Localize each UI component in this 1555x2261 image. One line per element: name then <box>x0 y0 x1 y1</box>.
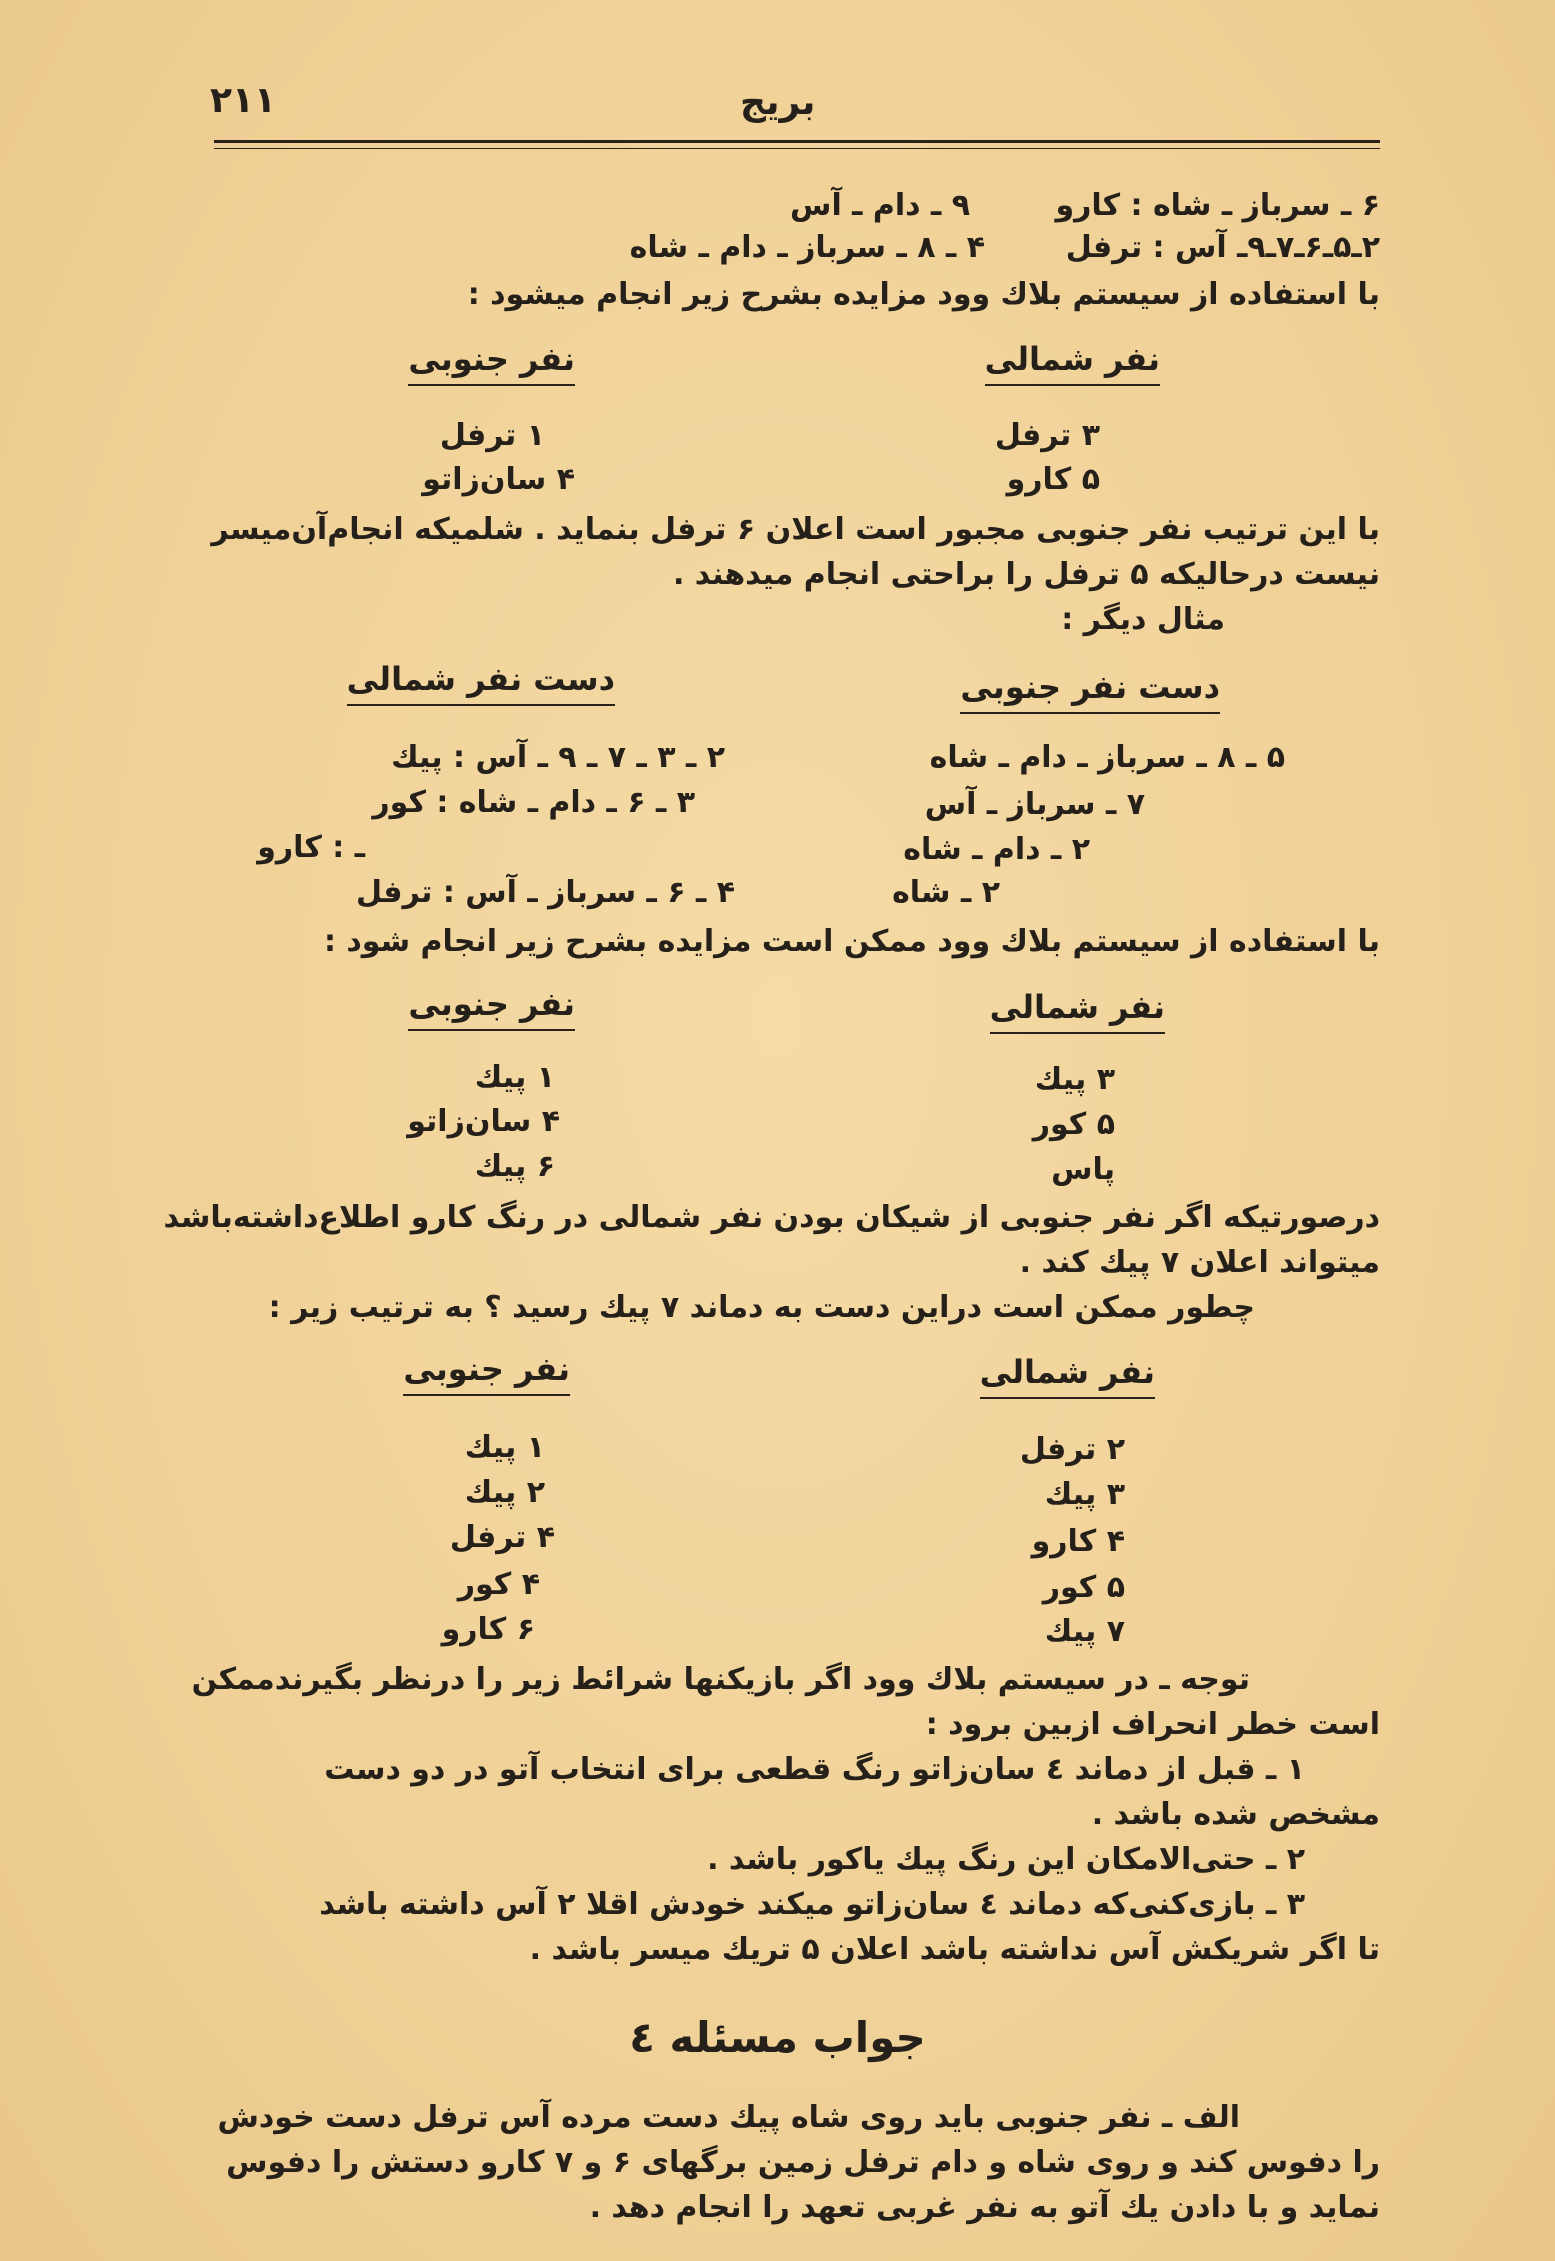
paragraph-line: ۱ ـ قبل از دماند ٤ سان‌زاتو رنگ قطعی برای انتخاب آتو در دو دست <box>324 1752 1305 1787</box>
hand-line: ۷ ـ سرباز ـ آس <box>924 787 1145 822</box>
bid-line: ۲ پیك <box>464 1475 545 1510</box>
bid-line: ۴ کور <box>457 1567 540 1602</box>
paragraph-line: را دفوس کند و روی شاه و دام ترفل زمین برگهای ۶ و ۷ کارو دستش را دفوس <box>226 2145 1380 2180</box>
column-heading: نفر جنوبی <box>408 340 575 386</box>
bid-line: ۱ ترفل <box>439 418 545 453</box>
bid-line: ۴ ترفل <box>449 1520 555 1555</box>
bid-line: ۶ کارو <box>441 1612 535 1647</box>
bid-line: ۴ کارو <box>1031 1524 1125 1559</box>
paragraph-line: با استفاده از سیستم بلاك وود ممکن است مزایده بشرح زیر انجام شود : <box>323 924 1380 959</box>
bid-line: ۳ ترفل <box>994 418 1100 453</box>
column-heading: دست نفر جنوبی <box>960 668 1220 714</box>
hand-line: ۲ ـ شاه <box>892 875 1000 910</box>
column-heading: نفر جنوبی <box>403 1350 570 1396</box>
paragraph-line: درصورتیکه اگر نفر جنوبی از شیکان بودن نفر شمالی در رنگ کارو اطلاع‌داشته‌باشد <box>163 1200 1380 1235</box>
bid-line: ۳ پیك <box>1034 1062 1115 1097</box>
column-heading: نفر شمالی <box>980 1353 1155 1399</box>
bid-line: ۵ کارو <box>1006 462 1100 497</box>
bid-line: ۲ ترفل <box>1019 1432 1125 1467</box>
paragraph-line: چطور ممکن است دراین دست به دماند ۷ پیك رسید ؟ به ترتیب زیر : <box>268 1290 1255 1325</box>
bid-line: ۵ کور <box>1042 1570 1125 1605</box>
bid-line: ۴ سان‌زاتو <box>407 1104 560 1139</box>
paragraph-line: توجه ـ در سیستم بلاك وود اگر بازیکنها شرائط زیر را درنظر بگیرندممکن <box>191 1662 1250 1697</box>
bid-line: پاس <box>1051 1152 1115 1187</box>
header-rule <box>214 140 1380 149</box>
paragraph-line: مشخص شده باشد . <box>1091 1797 1380 1832</box>
bid-line: ۵ کور <box>1032 1107 1115 1142</box>
hand-line: ۶ ـ سرباز ـ شاه : کارو <box>1055 188 1380 223</box>
paragraph-line: با این ترتیب نفر جنوبی مجبور است اعلان ۶ ترفل بنماید . شلمیکه انجام‌آن‌میسر <box>211 512 1380 547</box>
hand-line: ۹ ـ دام ـ آس <box>790 188 970 223</box>
paragraph-line: تا اگر شریکش آس نداشته باشد اعلان ۵ تریك میسر باشد . <box>529 1932 1380 1967</box>
paragraph-line: نماید و با دادن یك آتو به نفر غربی تعهد را انجام دهد . <box>589 2190 1380 2225</box>
bid-line: ۷ پیك <box>1044 1614 1125 1649</box>
paragraph-line: با استفاده از سیستم بلاك وود مزایده بشرح زیر انجام میشود : <box>467 277 1380 312</box>
bid-line: ۱ پیك <box>464 1430 545 1465</box>
hand-line: ۲ ـ دام ـ شاه <box>903 832 1090 867</box>
hand-line: ۵ ـ ۸ ـ سرباز ـ دام ـ شاه <box>929 740 1285 775</box>
hand-line: ۲ ـ ۳ ـ ۷ ـ ۹ ـ آس : پیك <box>391 740 725 775</box>
hand-line: ۴ ـ ۶ ـ سرباز ـ آس : ترفل <box>356 875 735 910</box>
paragraph-line: میتواند اعلان ۷ پیك کند . <box>1019 1245 1380 1280</box>
paragraph-line: الف ـ نفر جنوبی باید روی شاه پیك دست مرده آس ترفل دست خودش <box>217 2100 1240 2135</box>
hand-line: ۳ ـ ۶ ـ دام ـ شاه : کور <box>372 785 695 820</box>
paragraph-line: ۳ ـ بازی‌کنی‌که دماند ٤ سان‌زاتو میکند خودش اقلا ۲ آس داشته باشد <box>319 1887 1305 1922</box>
bid-line: ۱ پیك <box>474 1060 555 1095</box>
hand-line: ۲ـ۵ـ۶ـ۷ـ۹ـ آس : ترفل <box>1065 230 1380 265</box>
hand-line: ۴ ـ ۸ ـ سرباز ـ دام ـ شاه <box>629 230 985 265</box>
paragraph-line: ۲ ـ حتی‌الامکان این رنگ پیك یاکور باشد . <box>707 1842 1305 1877</box>
paragraph-line: مثال دیگر : <box>1061 602 1225 637</box>
column-heading: نفر جنوبی <box>408 985 575 1031</box>
hand-line: ـ : کارو <box>257 830 365 865</box>
bid-line: ۴ سان‌زاتو <box>422 462 575 497</box>
page-number: ۲۱۱ <box>210 80 276 121</box>
column-heading: دست نفر شمالی <box>347 660 615 706</box>
paragraph-line: نیست درحالیکه ۵ ترفل را براحتی انجام میدهند . <box>672 557 1380 592</box>
running-title: بریج <box>740 82 816 123</box>
column-heading: نفر شمالی <box>985 340 1160 386</box>
bid-line: ۳ پیك <box>1044 1477 1125 1512</box>
column-heading: نفر شمالی <box>990 988 1165 1034</box>
section-title: جواب مسئله ٤ <box>629 2013 926 2062</box>
bid-line: ۶ پیك <box>474 1149 555 1184</box>
paragraph-line: است خطر انحراف ازبین برود : <box>925 1707 1380 1742</box>
